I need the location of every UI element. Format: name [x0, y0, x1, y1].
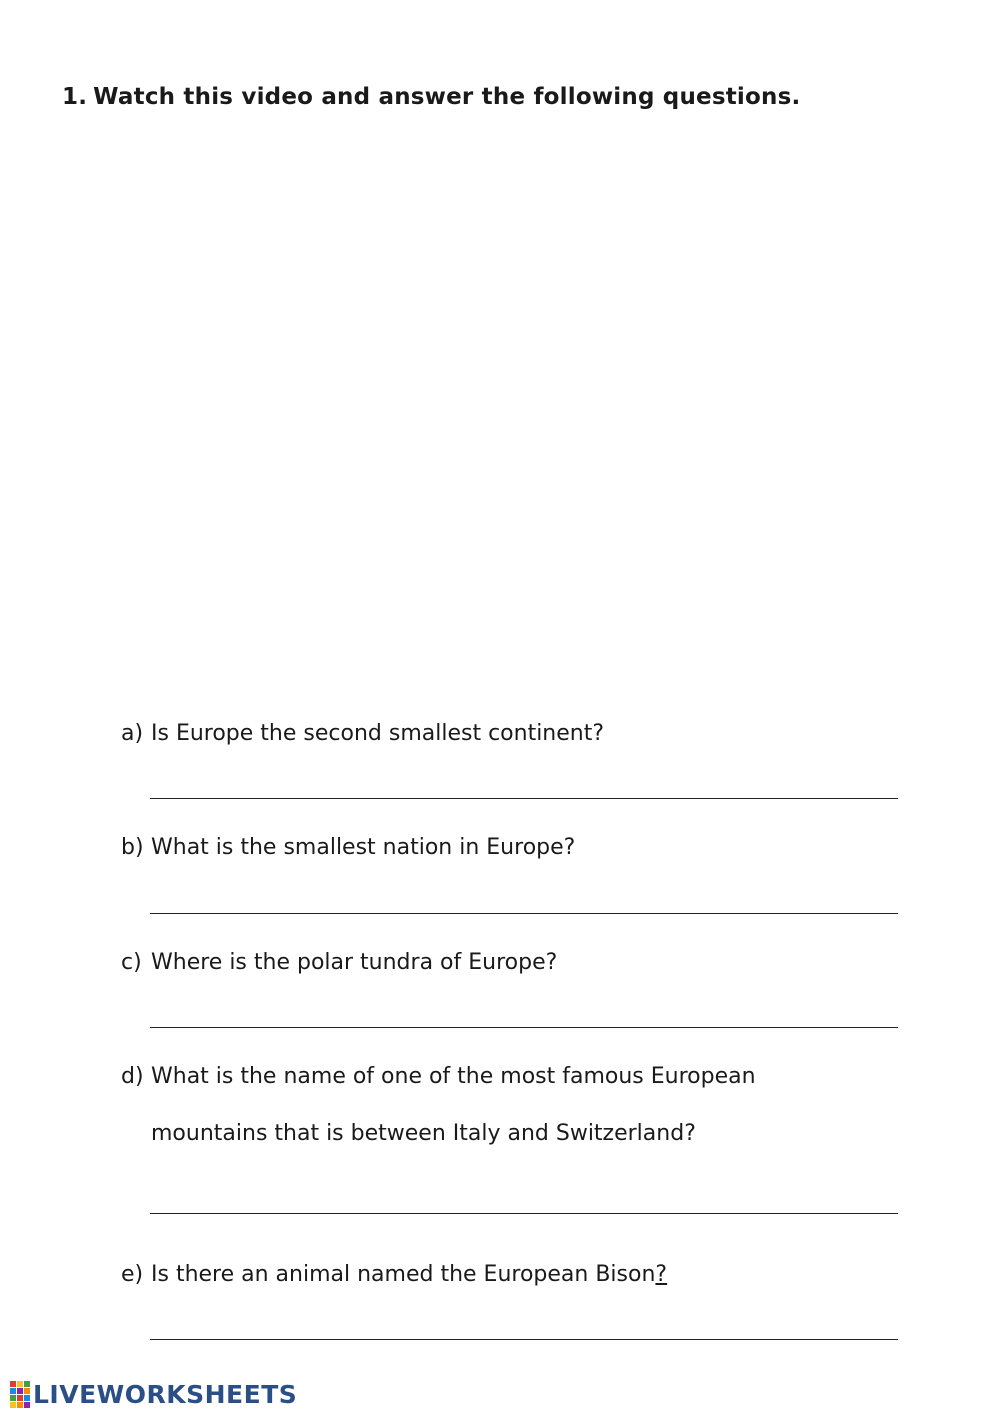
answer-line-a[interactable]: [150, 798, 898, 799]
question-text: What is the smallest nation in Europe?: [151, 835, 576, 860]
question-heading: [62, 84, 800, 110]
question-c: [121, 934, 557, 991]
liveworksheets-logo-icon: [10, 1381, 30, 1408]
video-embed-area[interactable]: [62, 140, 938, 680]
question-instruction: Watch this video and answer the following questions.: [93, 84, 801, 110]
question-mark: ?: [655, 1262, 668, 1287]
brand-name: LIVEWORKSHEETS: [33, 1380, 298, 1409]
question-letter: e): [121, 1262, 144, 1287]
question-number: 1.: [62, 84, 88, 110]
question-a: [121, 705, 604, 762]
question-e: [121, 1246, 667, 1303]
question-text: Is there an animal named the European Bison: [151, 1262, 656, 1287]
question-text: Is Europe the second smallest continent?: [151, 721, 605, 746]
question-text: What is the name of one of the most famous European: [151, 1064, 756, 1089]
answer-line-b[interactable]: [150, 913, 898, 914]
question-letter: d): [121, 1064, 144, 1089]
question-text-continued: mountains that is between Italy and Switzerland?: [151, 1121, 696, 1146]
question-letter: c): [121, 950, 142, 975]
question-letter: b): [121, 835, 144, 860]
answer-line-c[interactable]: [150, 1027, 898, 1028]
question-b: [121, 819, 575, 876]
answer-line-e[interactable]: [150, 1339, 898, 1340]
question-text: Where is the polar tundra of Europe?: [151, 950, 558, 975]
question-d: [121, 1048, 756, 1162]
footer-logo: [10, 1380, 297, 1409]
question-letter: a): [121, 721, 144, 746]
answer-line-d[interactable]: [150, 1213, 898, 1214]
